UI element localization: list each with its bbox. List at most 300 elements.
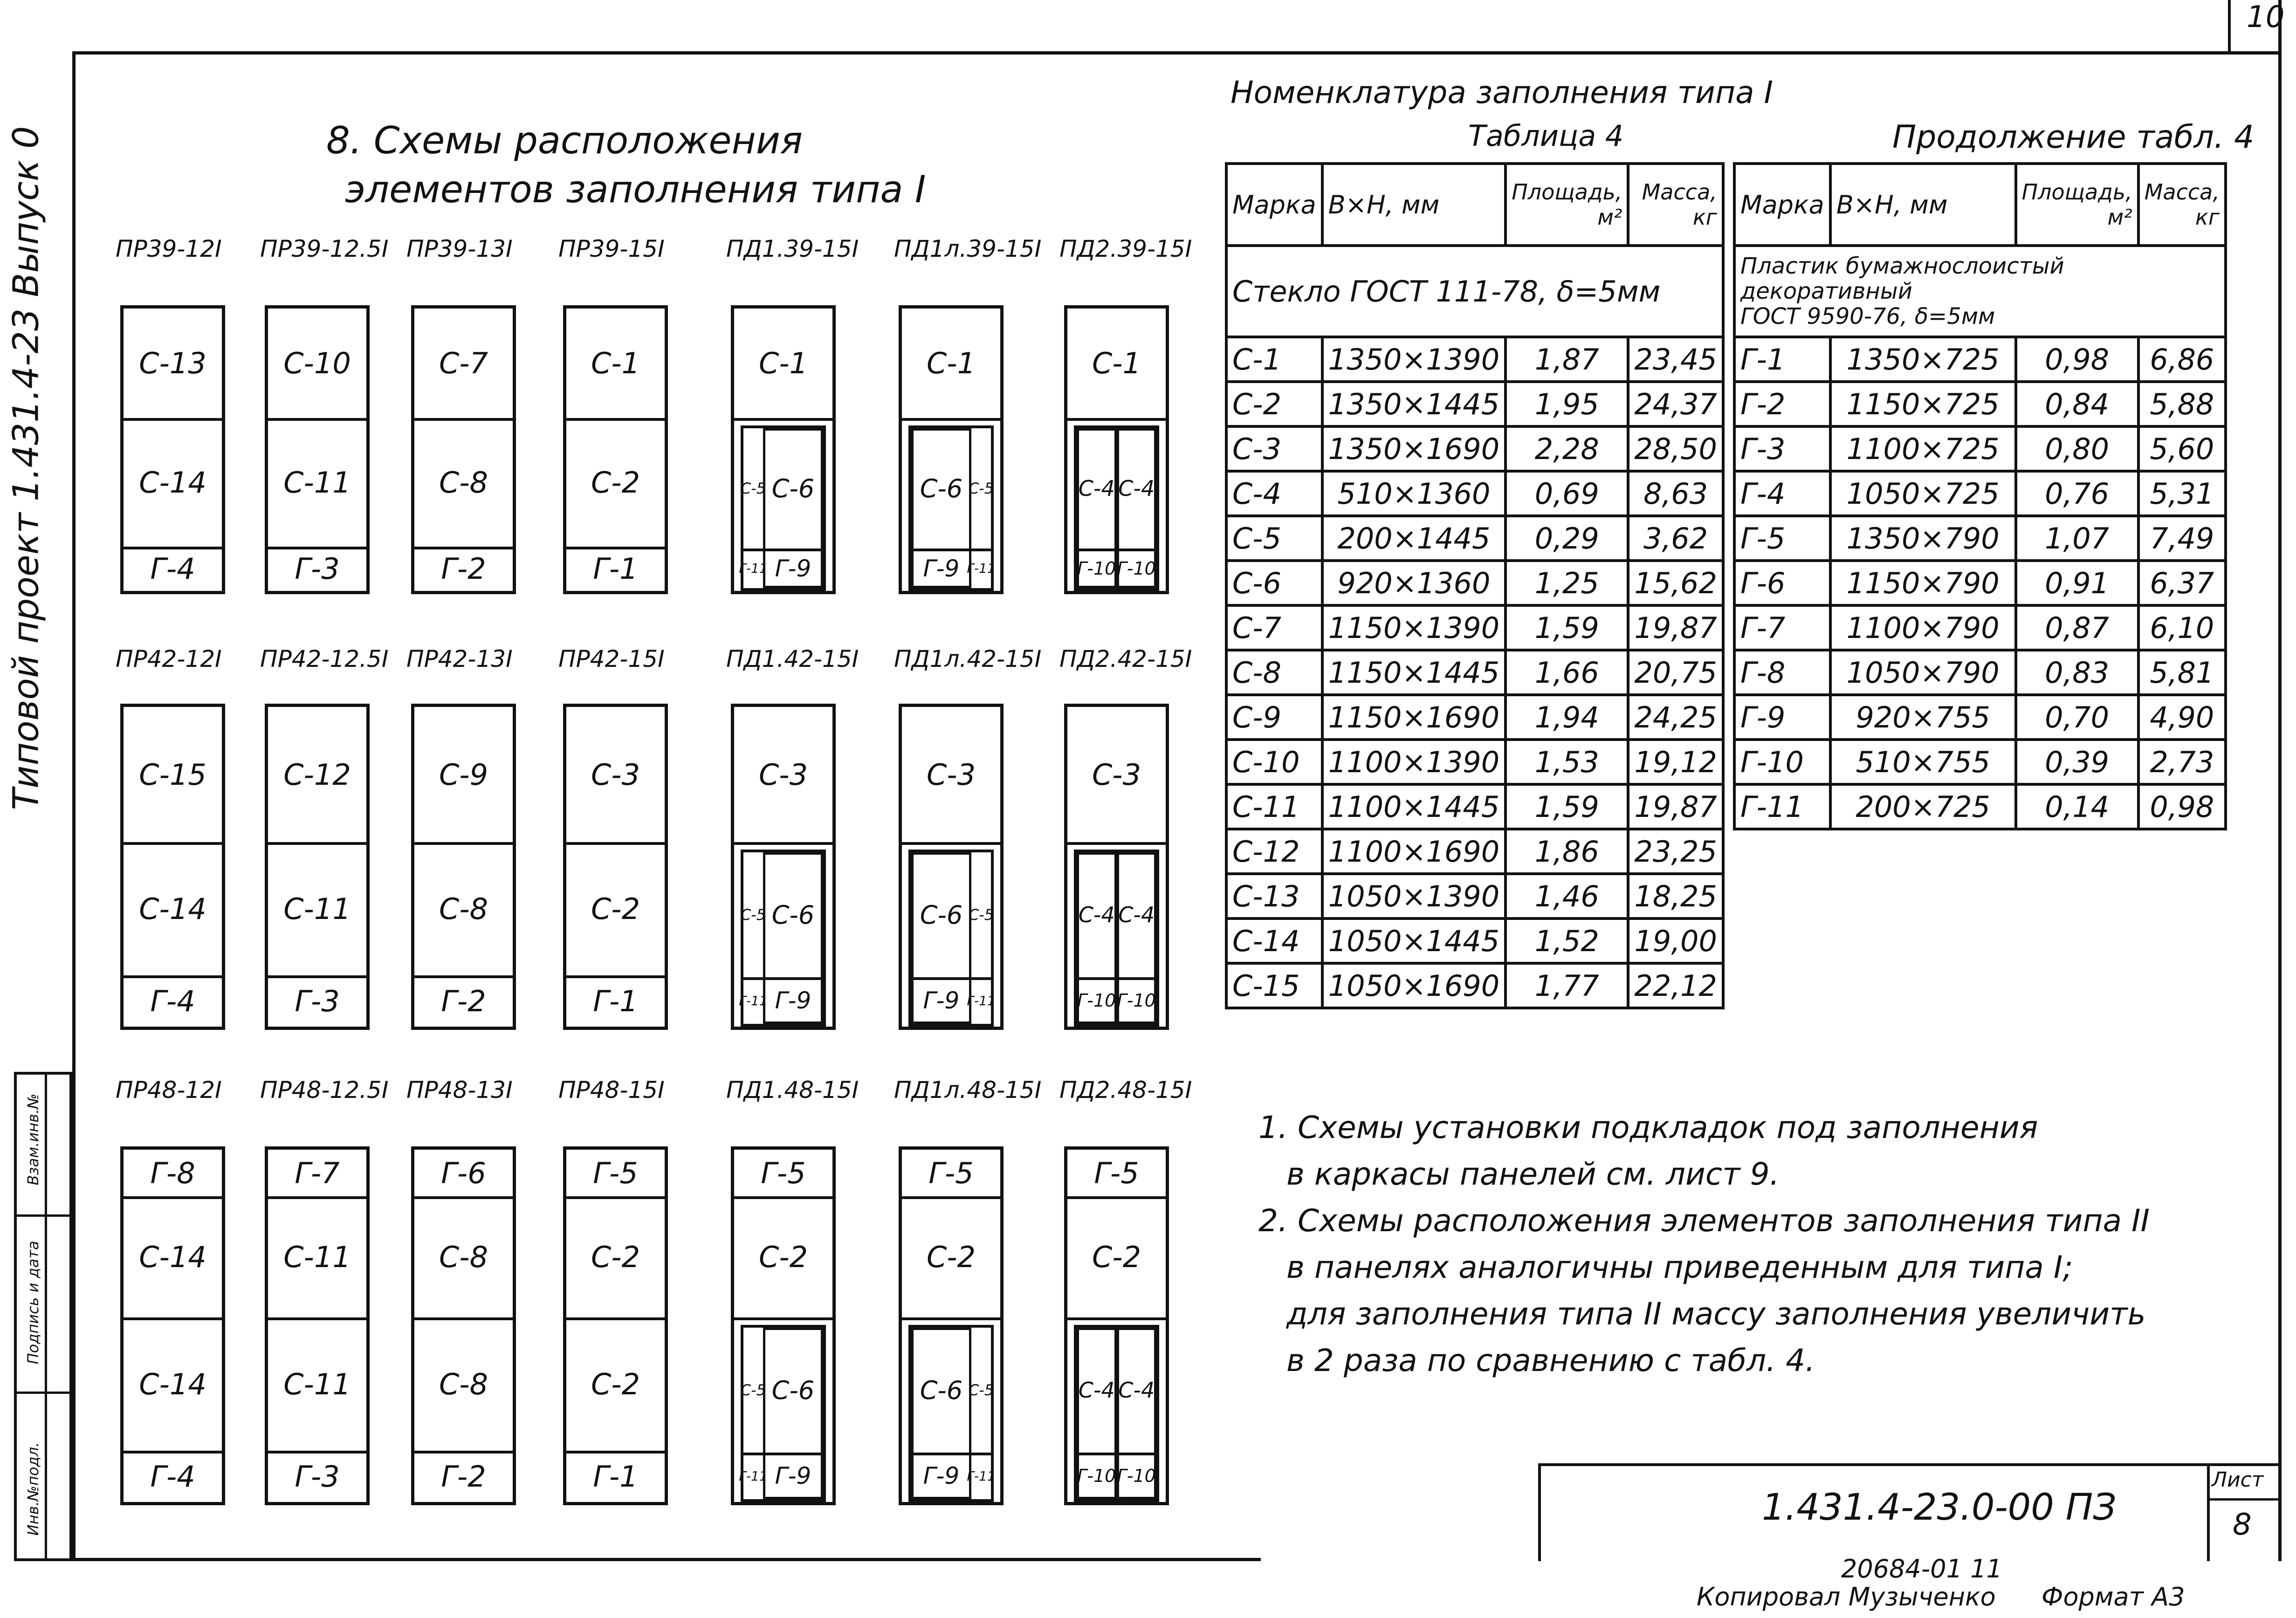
table2-caption: Продолжение табл. 4: [1892, 119, 2255, 156]
table-row: [1734, 516, 2226, 561]
window-panel: [899, 305, 1004, 594]
frame-right-line: [2278, 0, 2282, 1561]
window-panel: [265, 704, 370, 1030]
note-2d: в 2 раза по сравнению с табл. 4.: [1286, 1343, 1815, 1378]
cell-size: 1050×1445: [1322, 919, 1506, 963]
cell-mark: С-7: [1226, 605, 1322, 650]
cell-size: 920×1360: [1322, 561, 1506, 605]
table-header-row: [1226, 164, 1723, 246]
cell-mass: 6,86: [2138, 337, 2226, 382]
cell-mass: 6,37: [2138, 561, 2226, 605]
note-2b: в панелях аналогичны приведенным для типа I;: [1286, 1249, 2073, 1285]
door-frame: [1074, 1325, 1159, 1502]
cell-size: 920×755: [1830, 695, 2016, 740]
pane-label: Г-11: [739, 993, 768, 1008]
scheme-label: ПР48-15I: [558, 1076, 665, 1104]
group-glass: Стекло ГОСТ 111-78, δ=5мм: [1226, 246, 1723, 337]
pane-label: Г-10: [1077, 558, 1116, 579]
sheet-number: 8: [2233, 1508, 2252, 1542]
footer-format: Формат А3: [2042, 1582, 2185, 1611]
pane-label: С-5: [740, 906, 766, 924]
pane-label: С-4: [1118, 476, 1155, 501]
window-panel: [120, 704, 225, 1030]
cell-size: 1100×1690: [1322, 829, 1506, 874]
section-title-2: элементов заполнения типа I: [345, 168, 926, 211]
window-panel: [899, 704, 1004, 1030]
pane-label: Г-9: [775, 555, 811, 582]
table-row: [1226, 919, 1723, 963]
scheme-label: ПД1.39-15I: [726, 235, 859, 262]
pane-label: С-14: [139, 465, 206, 500]
scheme-label: ПД1.42-15I: [726, 645, 859, 672]
pane-label: С-1: [758, 346, 808, 380]
cell-size: 1350×1445: [1322, 382, 1506, 426]
pane-label: С-2: [926, 1240, 976, 1274]
pane-divider: [902, 842, 1000, 845]
cell-mark: С-11: [1226, 784, 1322, 829]
pane-label: Г-9: [923, 1462, 960, 1489]
cell-mass: 2,73: [2138, 740, 2226, 784]
group-row: [1226, 246, 1723, 337]
cell-mark: Г-3: [1734, 426, 1830, 471]
scheme-label: ПР48-13I: [406, 1076, 513, 1104]
pane-label: С-3: [926, 757, 976, 792]
pane-label: С-8: [439, 891, 488, 926]
pane-label: С-8: [439, 465, 488, 500]
frame-left-line: [72, 51, 76, 1561]
cell-mark: С-5: [1226, 516, 1322, 561]
pane-divider: [734, 1317, 832, 1320]
pane-label: Г-7: [295, 1156, 340, 1190]
cell-mark: Г-6: [1734, 561, 1830, 605]
scheme-label: ПД1л.42-15I: [894, 645, 1042, 672]
pane-divider: [902, 418, 1000, 421]
cell-size: 1100×725: [1830, 426, 2016, 471]
cell-size: 1350×1390: [1322, 337, 1506, 382]
pane-label: С-6: [771, 900, 815, 930]
pane-label: С-2: [591, 891, 640, 926]
cell-area: 1,86: [1505, 829, 1628, 874]
pane-label: С-3: [758, 757, 808, 792]
window-panel: [563, 704, 668, 1030]
cell-mark: Г-11: [1734, 784, 1830, 829]
col-mass: Масса, кг: [1628, 164, 1723, 246]
cell-mass: 24,25: [1628, 695, 1723, 740]
cell-size: 1150×725: [1830, 382, 2016, 426]
scheme-label: ПД2.42-15I: [1059, 645, 1192, 672]
col2-area: Площадь, м²: [2016, 164, 2138, 246]
cell-mark: Г-7: [1734, 605, 1830, 650]
window-panel: [1064, 704, 1169, 1030]
col-mark: Марка: [1226, 164, 1322, 246]
cell-area: 1,59: [1505, 784, 1628, 829]
cell-area: 0,70: [2016, 695, 2138, 740]
cell-mark: Г-9: [1734, 695, 1830, 740]
pane-label: С-4: [1078, 1378, 1115, 1403]
door-frame: [741, 1325, 826, 1502]
pane-label: Г-3: [295, 1459, 340, 1494]
table2-header-row: [1734, 164, 2226, 246]
cell-mass: 23,25: [1628, 829, 1723, 874]
window-panel: [731, 1146, 836, 1505]
scheme-label: ПД2.39-15I: [1059, 235, 1192, 262]
window-panel: [120, 1146, 225, 1505]
pane-label: С-6: [920, 900, 963, 930]
table-row: [1226, 561, 1723, 605]
pane-divider: [1067, 1317, 1166, 1320]
window-panel: [411, 305, 516, 594]
table-row: [1226, 337, 1723, 382]
pane-label: Г-11: [739, 561, 768, 576]
col2-mark: Марка: [1734, 164, 1830, 246]
note-1: 1. Схемы установки подкладок под заполнения: [1258, 1110, 2038, 1145]
table-glass: [1225, 162, 1725, 1009]
cell-area: 0,29: [1505, 516, 1628, 561]
pane-label: С-6: [920, 1375, 963, 1405]
door-frame: [1074, 425, 1159, 591]
door-frame: [908, 1325, 994, 1502]
window-panel: [120, 305, 225, 594]
cell-mark: С-6: [1226, 561, 1322, 605]
pane-label: Г-1: [593, 1459, 638, 1494]
cell-area: 1,66: [1505, 650, 1628, 695]
pane-label: С-10: [283, 346, 351, 380]
cell-area: 0,80: [2016, 426, 2138, 471]
group-plastic-3: ГОСТ 9590-76, δ=5мм: [1740, 303, 1995, 329]
cell-mass: 5,60: [2138, 426, 2226, 471]
cell-mass: 7,49: [2138, 516, 2226, 561]
cell-area: 0,76: [2016, 471, 2138, 516]
section-title: 8. Схемы расположения: [326, 119, 803, 162]
table-row: [1734, 740, 2226, 784]
cell-mark: С-14: [1226, 919, 1322, 963]
table-row: [1734, 337, 2226, 382]
cell-size: 1100×1445: [1322, 784, 1506, 829]
cell-mark: Г-5: [1734, 516, 1830, 561]
table-row: [1226, 695, 1723, 740]
cell-mass: 23,45: [1628, 337, 1723, 382]
scheme-label: ПД2.48-15I: [1059, 1076, 1192, 1104]
cell-mark: С-15: [1226, 963, 1322, 1008]
side-title: Типовой проект 1.431.4-23 Выпуск 0: [5, 126, 47, 810]
cell-size: 1350×1690: [1322, 426, 1506, 471]
pane-label: Г-5: [1094, 1156, 1139, 1190]
cell-size: 1150×1690: [1322, 695, 1506, 740]
cell-mass: 19,12: [1628, 740, 1723, 784]
scheme-label: ПР39-13I: [406, 235, 513, 262]
pane-divider: [902, 1317, 1000, 1320]
cell-mark: С-2: [1226, 382, 1322, 426]
cell-mass: 4,90: [2138, 695, 2226, 740]
notes: [1258, 1104, 2150, 1384]
cell-mass: 5,88: [2138, 382, 2226, 426]
pane-label: С-5: [968, 480, 994, 497]
group-plastic-2: декоративный: [1740, 278, 1912, 304]
table-row: [1734, 561, 2226, 605]
scheme-label: ПР39-15I: [558, 235, 665, 262]
pane-label: С-6: [920, 473, 963, 503]
door-frame: [908, 425, 994, 591]
cell-size: 1150×1445: [1322, 650, 1506, 695]
table-row: [1226, 426, 1723, 471]
cell-mass: 6,10: [2138, 605, 2226, 650]
pane-label: Г-10: [1117, 990, 1156, 1011]
pane-label: С-6: [771, 1375, 815, 1405]
scheme-label: ПД1л.48-15I: [894, 1076, 1042, 1104]
pane-label: Г-11: [739, 1468, 768, 1484]
pane-label: С-5: [968, 906, 994, 924]
frame-top-line: [72, 51, 2282, 55]
pane-label: Г-4: [150, 552, 195, 586]
pane-label: Г-11: [967, 561, 996, 576]
pane-label: Г-10: [1077, 1466, 1116, 1486]
pane-label: С-3: [591, 757, 640, 792]
table-title: Номенклатура заполнения типа I: [1230, 75, 1773, 110]
sheet-label: Лист: [2212, 1468, 2264, 1492]
pane-label: С-14: [139, 1367, 206, 1401]
cell-mass: 22,12: [1628, 963, 1723, 1008]
table-row: [1226, 829, 1723, 874]
pane-label: С-1: [591, 346, 640, 380]
door-frame: [1074, 850, 1159, 1027]
pane-label: С-11: [283, 1367, 351, 1401]
window-panel: [899, 1146, 1004, 1505]
pane-label: С-4: [1118, 902, 1155, 927]
door-frame: [908, 850, 994, 1027]
table-row: [1734, 382, 2226, 426]
window-panel: [411, 1146, 516, 1505]
pane-label: Г-4: [150, 984, 195, 1018]
cell-mass: 5,81: [2138, 650, 2226, 695]
pane-label: С-1: [1092, 346, 1141, 380]
cell-mark: Г-4: [1734, 471, 1830, 516]
col2-size: B×H, мм: [1830, 164, 2016, 246]
cell-size: 1050×1690: [1322, 963, 1506, 1008]
pane-label: Г-10: [1117, 558, 1156, 579]
table1-caption: Таблица 4: [1468, 119, 1624, 153]
cell-size: 1050×725: [1830, 471, 2016, 516]
cell-size: 200×725: [1830, 784, 2016, 829]
scheme-label: ПД1.48-15I: [726, 1076, 859, 1104]
window-panel: [1064, 1146, 1169, 1505]
pane-label: Г-8: [150, 1156, 195, 1190]
cell-size: 1150×1390: [1322, 605, 1506, 650]
pane-label: С-3: [1092, 757, 1141, 792]
window-panel: [265, 1146, 370, 1505]
cell-area: 1,53: [1505, 740, 1628, 784]
pane-label: С-8: [439, 1367, 488, 1401]
cell-size: 1150×790: [1830, 561, 2016, 605]
cell-area: 0,87: [2016, 605, 2138, 650]
pane-label: Г-2: [441, 552, 486, 586]
cell-mass: 24,37: [1628, 382, 1723, 426]
footer-order: 20684-01 11: [1841, 1554, 2002, 1584]
footer-copied: Копировал Музыченко: [1697, 1582, 1996, 1611]
table-row: [1226, 382, 1723, 426]
cell-size: 1050×790: [1830, 650, 2016, 695]
pane-label: Г-9: [923, 555, 960, 582]
pane-label: С-6: [771, 473, 815, 503]
cell-size: 1350×790: [1830, 516, 2016, 561]
cell-area: 1,94: [1505, 695, 1628, 740]
pane-label: С-8: [439, 1240, 488, 1274]
table-row: [1734, 605, 2226, 650]
cell-size: 200×1445: [1322, 516, 1506, 561]
cell-area: 1,46: [1505, 874, 1628, 919]
window-panel: [563, 305, 668, 594]
pane-label: С-2: [591, 1240, 640, 1274]
scheme-label: ПД1л.39-15I: [894, 235, 1042, 262]
cell-mass: 20,75: [1628, 650, 1723, 695]
cell-mark: С-3: [1226, 426, 1322, 471]
side-stamp-sign: Подпись и дата: [24, 1241, 42, 1364]
window-panel: [563, 1146, 668, 1505]
cell-size: 1100×790: [1830, 605, 2016, 650]
pane-label: С-2: [758, 1240, 808, 1274]
table-row: [1226, 516, 1723, 561]
cell-mark: С-10: [1226, 740, 1322, 784]
table-row: [1734, 784, 2226, 829]
table-row: [1226, 784, 1723, 829]
side-stamp-inv: Инв.№подл.: [24, 1442, 42, 1536]
pane-divider: [1067, 418, 1166, 421]
pane-label: С-15: [139, 757, 206, 792]
table-row: [1226, 740, 1723, 784]
window-panel: [1064, 305, 1169, 594]
door-frame: [741, 425, 826, 591]
cell-area: 0,84: [2016, 382, 2138, 426]
cell-area: 2,28: [1505, 426, 1628, 471]
cell-area: 1,52: [1505, 919, 1628, 963]
pane-divider: [734, 418, 832, 421]
table-plastic: [1733, 162, 2227, 830]
side-stamp-replace: Взам.инв.№: [24, 1093, 42, 1186]
cell-mark: Г-1: [1734, 337, 1830, 382]
pane-label: Г-6: [441, 1156, 486, 1190]
table-row: [1226, 471, 1723, 516]
cell-size: 1100×1390: [1322, 740, 1506, 784]
pane-label: С-14: [139, 891, 206, 926]
table-row: [1734, 426, 2226, 471]
pane-label: Г-3: [295, 552, 340, 586]
table-row: [1734, 695, 2226, 740]
scheme-label: ПР48-12I: [116, 1076, 222, 1104]
cell-mass: 0,98: [2138, 784, 2226, 829]
cell-area: 1,07: [2016, 516, 2138, 561]
cell-mass: 5,31: [2138, 471, 2226, 516]
scheme-label: ПР39-12.5I: [260, 235, 389, 262]
pane-divider: [1067, 842, 1166, 845]
cell-mark: Г-8: [1734, 650, 1830, 695]
pane-label: Г-5: [593, 1156, 638, 1190]
pane-label: Г-1: [593, 984, 638, 1018]
cell-mark: С-1: [1226, 337, 1322, 382]
cell-area: 1,59: [1505, 605, 1628, 650]
page-number: 10: [2247, 0, 2285, 34]
table-row: [1226, 963, 1723, 1008]
col2-mass: Масса, кг: [2138, 164, 2226, 246]
cell-mark: С-8: [1226, 650, 1322, 695]
scheme-label: ПР42-12I: [116, 645, 222, 672]
cell-mass: 15,62: [1628, 561, 1723, 605]
pane-label: С-11: [283, 891, 351, 926]
table-row: [1226, 874, 1723, 919]
top-right-tick: [2228, 0, 2231, 51]
cell-mass: 18,25: [1628, 874, 1723, 919]
scheme-label: ПР42-13I: [406, 645, 513, 672]
cell-mark: С-9: [1226, 695, 1322, 740]
table-row: [1734, 650, 2226, 695]
cell-area: 0,14: [2016, 784, 2138, 829]
cell-area: 0,83: [2016, 650, 2138, 695]
pane-label: С-4: [1078, 902, 1115, 927]
note-2: 2. Схемы расположения элементов заполнения типа II: [1258, 1203, 2150, 1239]
cell-size: 1350×725: [1830, 337, 2016, 382]
pane-label: С-11: [283, 465, 351, 500]
table-row: [1226, 650, 1723, 695]
pane-label: С-2: [1092, 1240, 1141, 1274]
pane-label: С-13: [139, 346, 206, 380]
group2-row: [1734, 246, 2226, 337]
pane-label: С-4: [1078, 476, 1115, 501]
pane-label: С-2: [591, 1367, 640, 1401]
pane-label: С-14: [139, 1240, 206, 1274]
pane-label: Г-10: [1117, 1466, 1156, 1486]
pane-label: С-7: [439, 346, 488, 380]
cell-area: 1,95: [1505, 382, 1628, 426]
cell-mark: С-4: [1226, 471, 1322, 516]
group-plastic-1: Пластик бумажнослоистый: [1740, 253, 2064, 279]
cell-area: 0,91: [2016, 561, 2138, 605]
cell-mass: 19,87: [1628, 605, 1723, 650]
cell-mass: 3,62: [1628, 516, 1723, 561]
cell-mass: 19,00: [1628, 919, 1723, 963]
pane-label: С-5: [740, 1381, 766, 1399]
pane-label: С-1: [926, 346, 976, 380]
cell-area: 0,69: [1505, 471, 1628, 516]
pane-label: Г-5: [761, 1156, 806, 1190]
col-size: B×H, мм: [1322, 164, 1506, 246]
door-frame: [741, 850, 826, 1027]
cell-mark: С-12: [1226, 829, 1322, 874]
pane-label: Г-4: [150, 1459, 195, 1494]
cell-mass: 19,87: [1628, 784, 1723, 829]
cell-area: 0,39: [2016, 740, 2138, 784]
pane-label: С-9: [439, 757, 488, 792]
pane-label: Г-10: [1077, 990, 1116, 1011]
window-panel: [411, 704, 516, 1030]
scheme-label: ПР48-12.5I: [260, 1076, 389, 1104]
pane-label: Г-5: [928, 1156, 974, 1190]
cell-area: 1,87: [1505, 337, 1628, 382]
pane-label: С-2: [591, 465, 640, 500]
pane-label: Г-2: [441, 1459, 486, 1494]
pane-label: Г-9: [775, 1462, 811, 1489]
cell-size: 510×1360: [1322, 471, 1506, 516]
window-panel: [731, 305, 836, 594]
pane-label: С-5: [740, 480, 766, 497]
cell-mark: С-13: [1226, 874, 1322, 919]
col-area: Площадь, м²: [1505, 164, 1628, 246]
cell-size: 1050×1390: [1322, 874, 1506, 919]
table-row: [1734, 471, 2226, 516]
stamp-code: 1.431.4-23.0-00 ПЗ: [1762, 1487, 2117, 1529]
pane-label: Г-3: [295, 984, 340, 1018]
note-2c: для заполнения типа II массу заполнения увеличить: [1286, 1296, 2146, 1332]
cell-mark: Г-2: [1734, 382, 1830, 426]
pane-label: С-12: [283, 757, 351, 792]
frame-bottom-line: [72, 1558, 1261, 1561]
